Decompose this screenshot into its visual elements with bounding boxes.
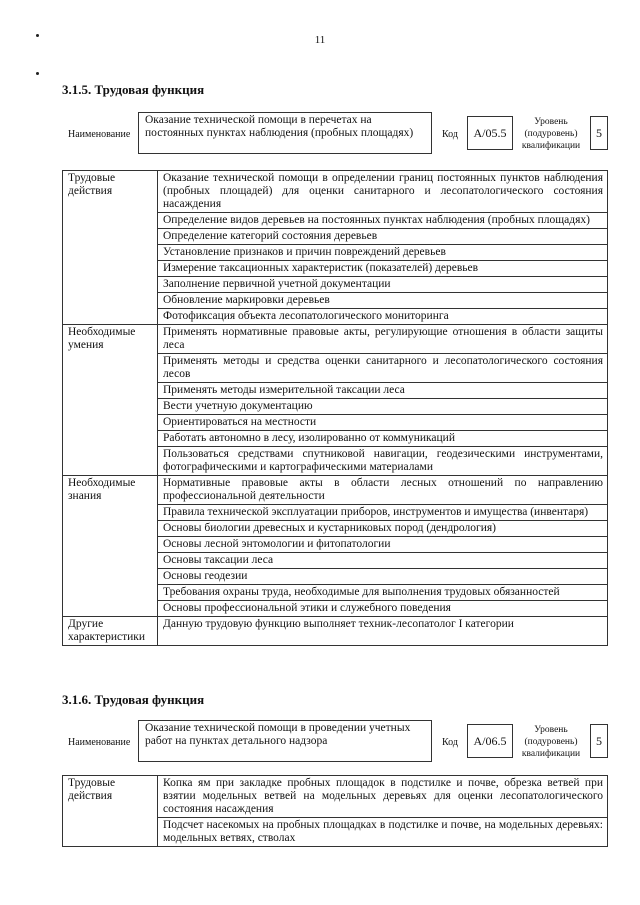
function-table (62, 775, 608, 847)
table-cell: Подсчет насекомых на пробных площадках в подстилке и почве, на модельных деревьях: модельных ветвях, стволах (158, 818, 608, 847)
group-label: Необходимые знания (63, 476, 158, 617)
table-row (63, 171, 608, 213)
table-cell: Определение категорий состояния деревьев (158, 229, 608, 245)
function-code: А/05.5 (467, 116, 513, 150)
table-cell: Применять методы измерительной таксации леса (158, 383, 608, 399)
table-cell: Основы профессиональной этики и служебного поведения (158, 601, 608, 617)
level-label-line: квалификации (521, 749, 581, 759)
section-title: 3.1.5. Трудовая функция (62, 82, 205, 97)
table-row (63, 325, 608, 354)
table-cell: Основы геодезии (158, 569, 608, 585)
group-label: Трудовые действия (63, 171, 158, 325)
table-cell: Применять нормативные правовые акты, регулирующие отношения в области защиты леса (158, 325, 608, 354)
table-cell: Требования охраны труда, необходимые для выполнения трудовых обязанностей (158, 585, 608, 601)
level-label-line: квалификации (521, 141, 581, 151)
qualification-level: 5 (590, 724, 608, 758)
code-label: Код (442, 736, 458, 748)
table-cell: Работать автономно в лесу, изолированно от коммуникаций (158, 431, 608, 447)
table-row (63, 776, 608, 818)
function-header (62, 110, 608, 158)
table-cell: Установление признаков и причин повреждений деревьев (158, 245, 608, 261)
level-label-line: (подуровень) (524, 129, 578, 139)
table-cell: Ориентироваться на местности (158, 415, 608, 431)
level-label-line: Уровень (534, 117, 568, 127)
group-label: Необходимые умения (63, 325, 158, 476)
level-label-line: (подуровень) (524, 737, 578, 747)
level-label (513, 110, 589, 158)
function-table (62, 170, 608, 646)
table-cell: Обновление маркировки деревьев (158, 293, 608, 309)
group-label: Другие характеристики (63, 617, 158, 646)
function-name: Оказание технической помощи в перечетах на постоянных пунктах наблюдения (пробных площадях) (138, 112, 432, 154)
name-label: Наименование (68, 128, 131, 140)
function-code: А/06.5 (467, 724, 513, 758)
table-cell: Применять методы и средства оценки санитарного и лесопатологического состояния лесов (158, 354, 608, 383)
table-cell: Вести учетную документацию (158, 399, 608, 415)
margin-mark (36, 72, 39, 75)
section-title: 3.1.6. Трудовая функция (62, 692, 205, 707)
function-header (62, 718, 608, 766)
page-number: 11 (314, 34, 326, 46)
table-row (63, 617, 608, 646)
name-label: Наименование (68, 736, 131, 748)
table-cell: Данную трудовую функцию выполняет техник-лесопатолог I категории (158, 617, 608, 646)
function-name: Оказание технической помощи в проведении учетных работ на пунктах детального надзора (138, 720, 432, 762)
table-cell: Основы биологии древесных и кустарниковых пород (дендрология) (158, 521, 608, 537)
table-cell: Определение видов деревьев на постоянных пунктах наблюдения (пробных площадях) (158, 213, 608, 229)
table-cell: Основы таксации леса (158, 553, 608, 569)
level-label-line: Уровень (534, 725, 568, 735)
table-cell: Оказание технической помощи в определении границ постоянных пунктов наблюдения (пробных площадей) для оценки санитарного и лесопатологического состояния насаждения (158, 171, 608, 213)
level-label (513, 718, 589, 766)
table-cell: Фотофиксация объекта лесопатологического мониторинга (158, 309, 608, 325)
table-cell: Заполнение первичной учетной документации (158, 277, 608, 293)
table-cell: Копка ям при закладке пробных площадок в подстилке и почве, обрезка ветвей при взятии модельных ветвей на модельных деревьях для оценки лесопатологического состояния насаждения (158, 776, 608, 818)
table-row (63, 476, 608, 505)
table-cell: Основы лесной энтомологии и фитопатологии (158, 537, 608, 553)
qualification-level: 5 (590, 116, 608, 150)
table-cell: Пользоваться средствами спутниковой навигации, геодезическими инструментами, фотографическими и картографическими материалами (158, 447, 608, 476)
group-label: Трудовые действия (63, 776, 158, 847)
code-label: Код (442, 128, 458, 140)
table-cell: Нормативные правовые акты в области лесных отношений по направлению профессиональной деятельности (158, 476, 608, 505)
table-cell: Правила технической эксплуатации приборов, инструментов и имущества (инвентаря) (158, 505, 608, 521)
table-cell: Измерение таксационных характеристик (показателей) деревьев (158, 261, 608, 277)
